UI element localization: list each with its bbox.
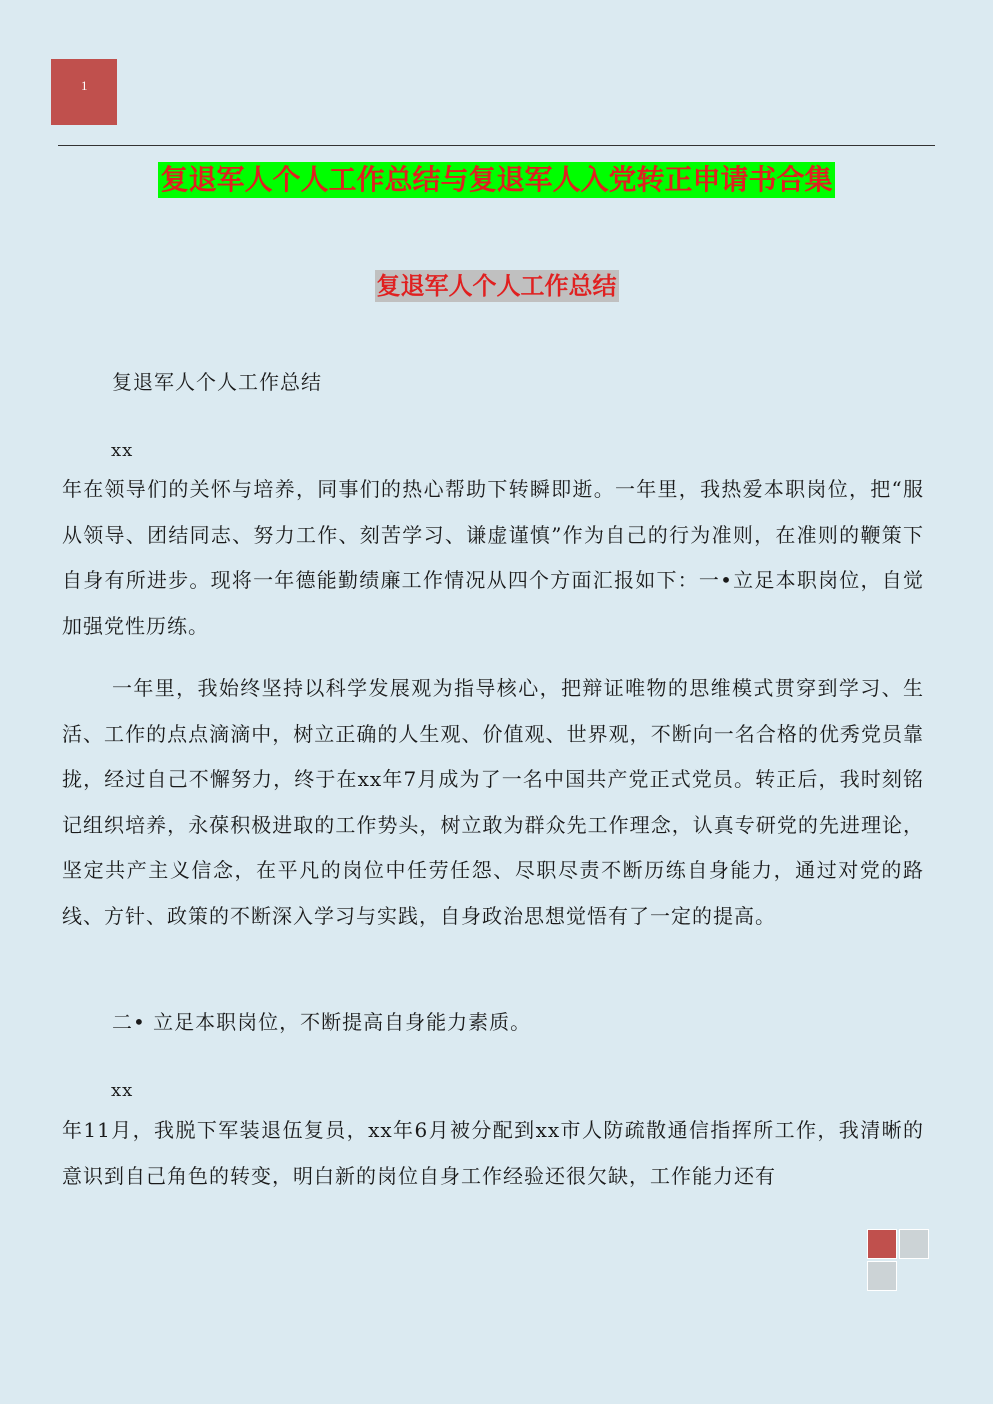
paragraph-1: 年在领导们的关怀与培养，同事们的热心帮助下转瞬即逝。一年里，我热爱本职岗位，把“服从领导、团结同志、努力工作、刻苦学习、谦虚谨慎”作为自己的行为准则，在准则的鞭策下自身有所进步。现将一年德能勤绩廉工作情况从四个方面汇报如下：一•立足本职岗位，自觉加强党性历练。: [62, 477, 924, 638]
heading-line: 复退军人个人工作总结: [112, 370, 322, 394]
header-divider: [58, 145, 935, 146]
decor-square-gray: [899, 1229, 929, 1259]
main-title-container: [0, 162, 993, 198]
decor-square-gray: [867, 1261, 897, 1291]
paragraph-2: 一年里，我始终坚持以科学发展观为指导核心，把辩证唯物的思维模式贯穿到学习、生活、工作的点点滴滴中，树立正确的人生观、价值观、世界观，不断向一名合格的优秀党员靠拢，经过自己不懈努力，终于在xx年7月成为了一名中国共产党正式党员。转正后，我时刻铭记组织培养，永葆积极进取的工作势头，树立敢为群众先工作理念，认真专研党的先进理论，坚定共产主义信念，在平凡的岗位中任劳任怨、尽职尽责不断历练自身能力，通过对党的路线、方针、政策的不断深入学习与实践，自身政治思想觉悟有了一定的提高。: [62, 676, 924, 928]
paragraph-3: 年11月，我脱下军装退伍复员，xx年6月被分配到xx市人防疏散通信指挥所工作，我清晰的意识到自己角色的转变，明白新的岗位自身工作经验还很欠缺，工作能力还有: [62, 1118, 924, 1188]
main-title: 复退军人个人工作总结与复退军人入党转正申请书合集: [160, 163, 833, 196]
year-mark: xx: [111, 440, 134, 461]
decor-square-red: [867, 1229, 897, 1259]
sub-title-container: [0, 270, 993, 302]
section-heading-2: 二• 立足本职岗位，不断提高自身能力素质。: [112, 1010, 532, 1034]
page-number: 1: [81, 78, 88, 93]
section-title: 复退军人个人工作总结: [376, 271, 617, 300]
page-number-badge: [51, 59, 117, 125]
year-mark: xx: [111, 1080, 134, 1101]
